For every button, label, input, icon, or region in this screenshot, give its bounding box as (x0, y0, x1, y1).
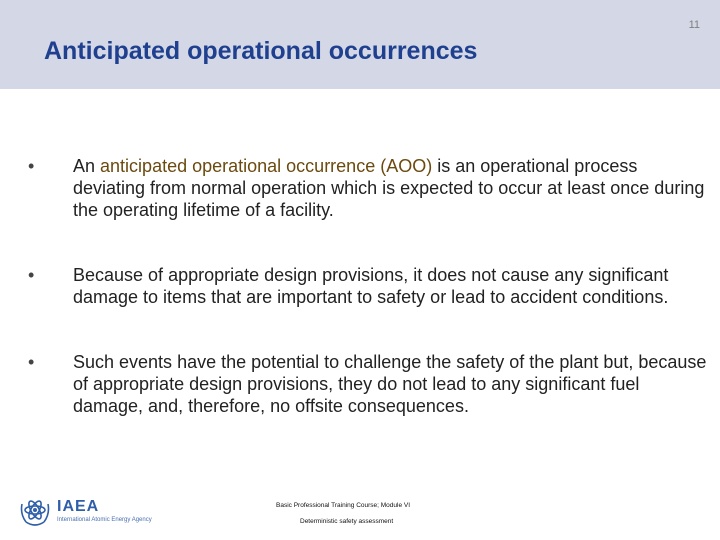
bullet-list (28, 155, 708, 460)
bullet-text: Because of appropriate design provisions, it does not cause any significant damage to items that are important to safety or lead to accident conditions. (73, 265, 669, 307)
slide-footer (0, 480, 720, 540)
module-label: Deterministic safety assessment (300, 518, 394, 525)
slide-title: Anticipated operational occurrences (44, 37, 478, 65)
logo-subtitle: International Atomic Energy Agency (57, 517, 152, 523)
course-label: Basic Professional Training Course; Module VI (276, 502, 411, 509)
bullet-text-start: An (73, 156, 101, 176)
slide-number: 11 (688, 19, 700, 31)
bullet-marker: • (28, 265, 35, 285)
slide-header (0, 0, 720, 89)
iaea-atom-icon (17, 494, 53, 530)
bullet-marker: • (28, 352, 35, 372)
bullet-item (28, 264, 708, 308)
bullet-text: Such events have the potential to challenge the safety of the plant but, because of appropriate design provisions, they do not lead to any significant fuel damage, and, therefore, no offsite consequences. (73, 352, 707, 416)
bullet-marker: • (28, 156, 35, 176)
iaea-logo (17, 494, 152, 530)
logo-name: IAEA (57, 498, 100, 515)
highlighted-term: anticipated operational occurrence (AOO) (100, 156, 433, 176)
bullet-text-end: is an operational process deviating from normal operation which is expected to occur at least once during the operating lifetime of a facility. (73, 156, 705, 220)
bullet-item (28, 155, 708, 221)
bullet-item (28, 351, 708, 417)
